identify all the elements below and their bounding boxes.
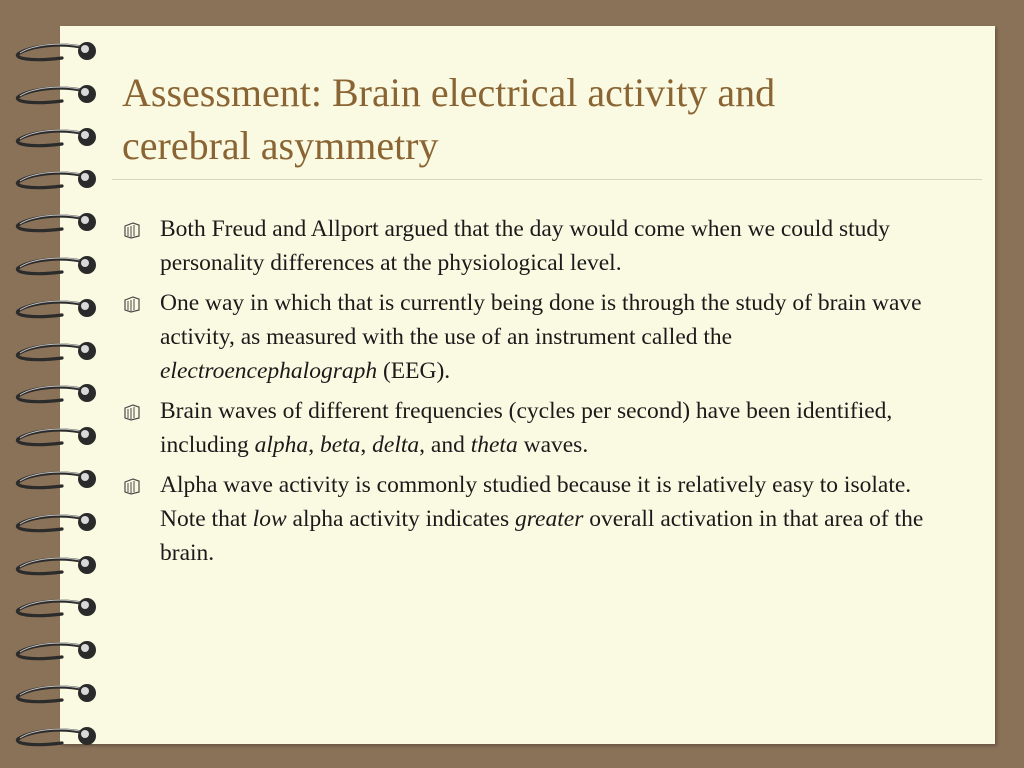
title-divider (112, 179, 982, 180)
binding-ring-icon (0, 717, 110, 757)
bullet-text: One way in which that is currently being done is through the study of brain wave activity, as measured with the use of an instrument called the (160, 290, 922, 350)
binding-ring-icon (0, 503, 110, 543)
bullet-text: , and (419, 432, 471, 458)
bullet-emphasis: greater (515, 506, 584, 532)
bullet-item (118, 394, 938, 462)
slide-title (122, 66, 942, 172)
binding-ring-icon (0, 289, 110, 329)
binding-ring-icon (0, 374, 110, 414)
title-line-2: cerebral asymmetry (122, 123, 439, 168)
spiral-binding (0, 0, 120, 768)
bullet-emphasis: electroencephalograph (160, 358, 378, 384)
bullet-emphasis: theta (470, 432, 518, 458)
binding-ring-icon (0, 674, 110, 714)
binding-ring-icon (0, 332, 110, 372)
bullet-text: overall activation in that area of the brain. (160, 506, 924, 566)
bullet-text: (EEG). (377, 358, 451, 384)
bullet-emphasis: alpha (254, 432, 309, 458)
title-line-1: Assessment: Brain electrical activity and (122, 70, 776, 115)
binding-ring-icon (0, 160, 110, 200)
bullet-text: Alpha wave activity is commonly studied because it is relatively easy to isolate. Note that (160, 472, 912, 532)
binding-ring-icon (0, 417, 110, 457)
binding-ring-icon (0, 118, 110, 158)
bullet-list (118, 212, 938, 576)
binding-ring-icon (0, 546, 110, 586)
bullet-item (118, 212, 938, 280)
binding-ring-icon (0, 203, 110, 243)
book-bullet-icon (122, 295, 142, 313)
book-bullet-icon (122, 403, 142, 421)
bullet-text: , (360, 432, 373, 458)
bullet-text: Brain waves of different frequencies (cycles per second) have been identified, including (160, 398, 893, 458)
bullet-text: alpha activity indicates (286, 506, 516, 532)
bullet-emphasis: beta (319, 432, 361, 458)
bullet-emphasis: low (252, 506, 287, 532)
bullet-text: Both Freud and Allport argued that the day would come when we could study personality differences at the physiological level. (160, 216, 890, 276)
bullet-item (118, 286, 938, 388)
binding-ring-icon (0, 32, 110, 72)
bullet-item (118, 468, 938, 570)
bullet-text: , (308, 432, 320, 458)
binding-ring-icon (0, 460, 110, 500)
binding-ring-icon (0, 631, 110, 671)
binding-ring-icon (0, 588, 110, 628)
bullet-text: waves. (517, 432, 589, 458)
binding-ring-icon (0, 246, 110, 286)
bullet-emphasis: delta (372, 432, 420, 458)
book-bullet-icon (122, 221, 142, 239)
book-bullet-icon (122, 477, 142, 495)
binding-ring-icon (0, 75, 110, 115)
